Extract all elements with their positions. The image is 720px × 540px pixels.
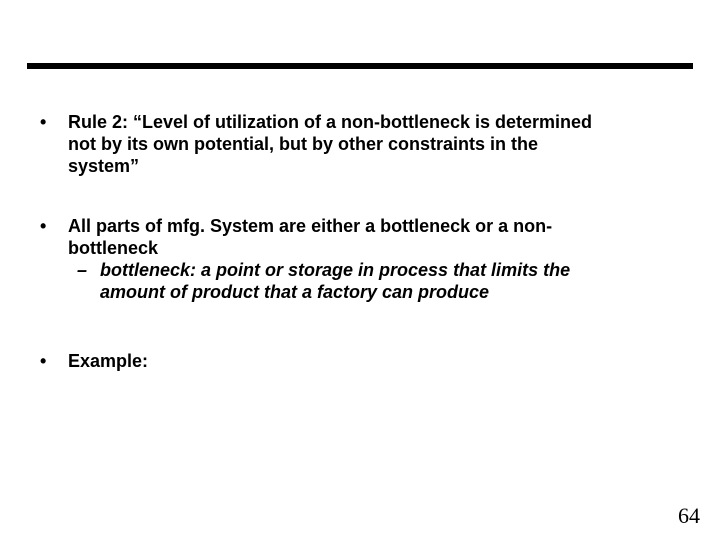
- bullet-bottleneck-parts: [40, 215, 680, 303]
- bullet-marker: •: [40, 351, 47, 371]
- bullet-text-line: Rule 2: “Level of utilization of a non-bottleneck is determined: [68, 112, 593, 132]
- bullet-text-line: Example:: [68, 351, 149, 371]
- bullet-text-line: not by its own potential, but by other constraints in the: [68, 134, 539, 154]
- title-divider-rule: [27, 63, 693, 69]
- sub-bullet-text-line: bottleneck: a point or storage in process that limits the: [100, 260, 571, 280]
- bullet-rule-2: [40, 111, 680, 177]
- sub-bullet-marker: –: [77, 260, 88, 280]
- bullet-marker: •: [40, 216, 47, 236]
- bullet-marker: •: [40, 112, 47, 132]
- sub-bullet-bottleneck-definition: [77, 259, 680, 303]
- bullet-example: [40, 350, 680, 372]
- bullet-text-line: All parts of mfg. System are either a bottleneck or a non-: [68, 216, 553, 236]
- bullet-text-line: bottleneck: [68, 238, 159, 258]
- bullet-text-line: system”: [68, 156, 140, 176]
- sub-bullet-text-line: amount of product that a factory can produce: [100, 282, 490, 302]
- page-number: 64: [678, 503, 700, 528]
